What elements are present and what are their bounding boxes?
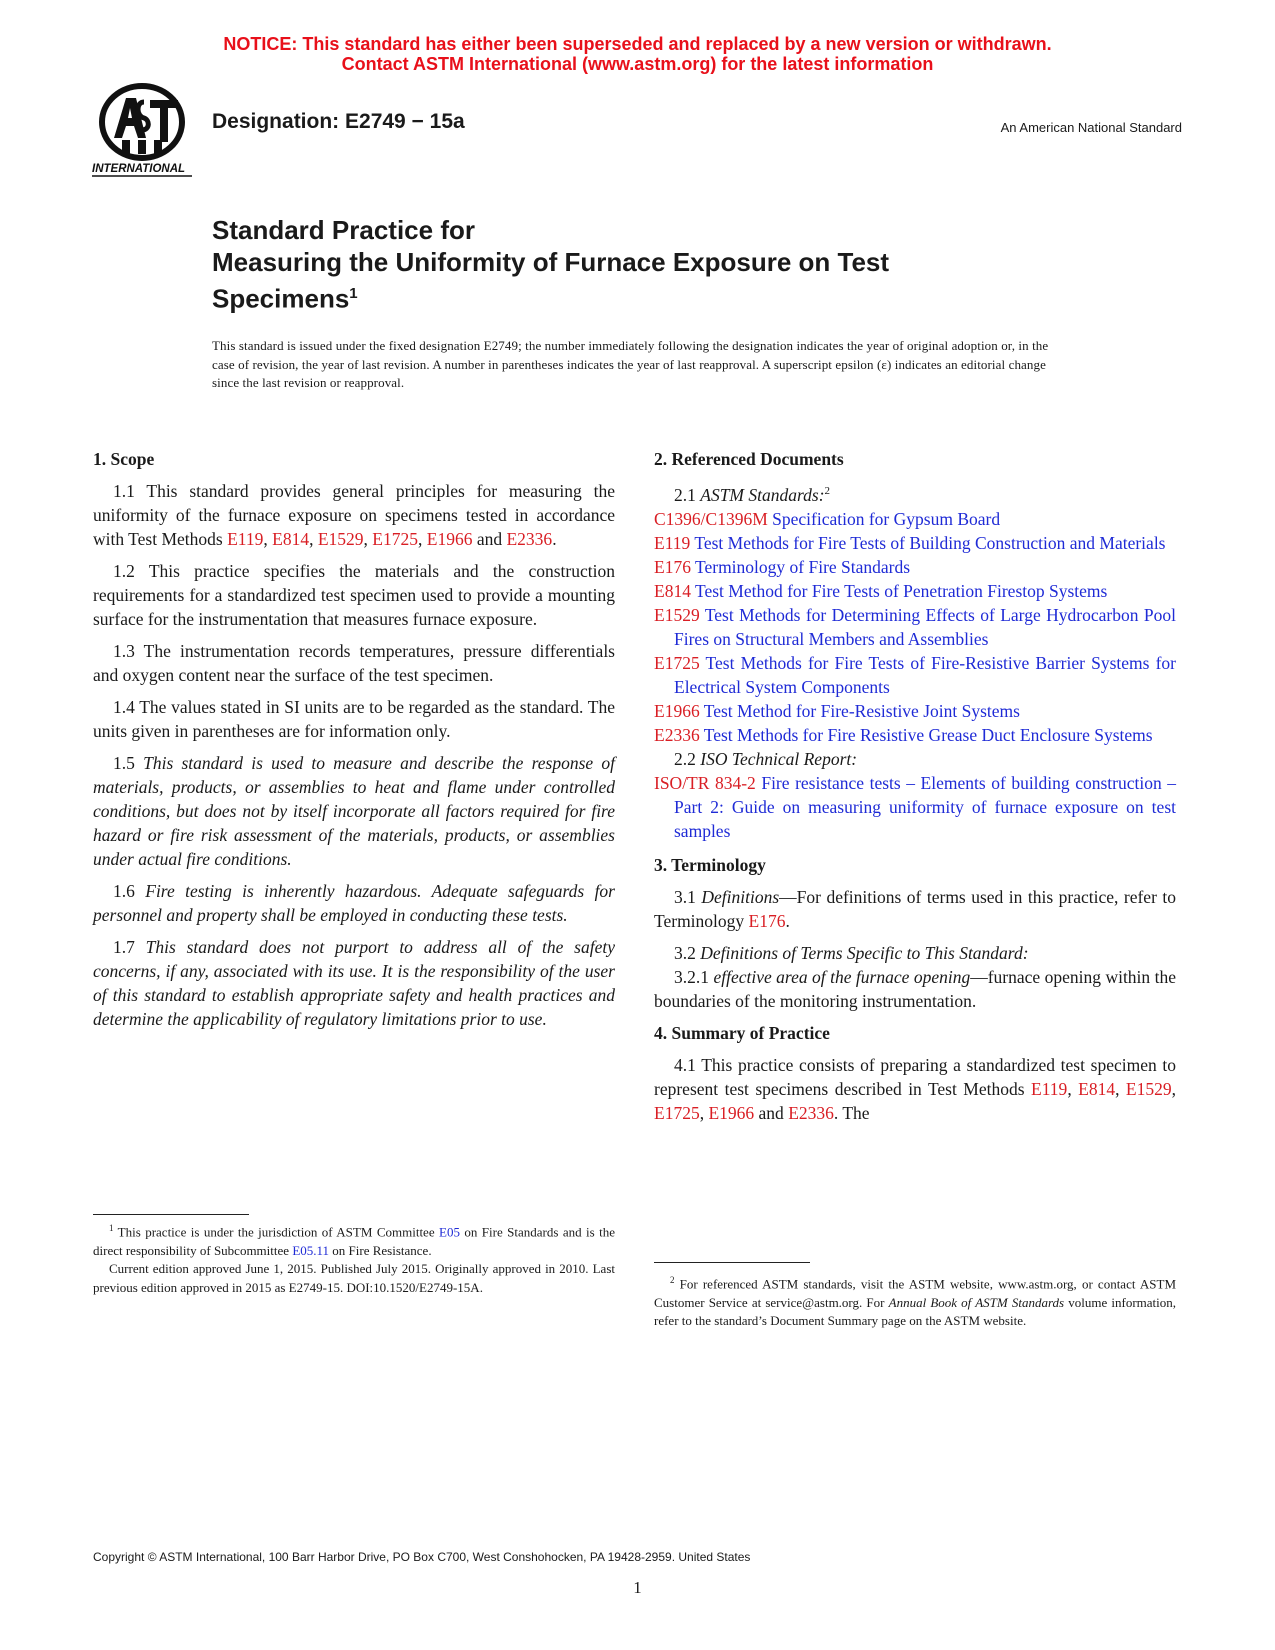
paragraph-1-2: 1.2 This practice specifies the materials and the construction requirements for a standardized test specimen used to provide a mounting surface for the instrumentation that measures furnace exposure. xyxy=(93,561,615,629)
paragraph-1-6-text: Fire testing is inherently hazardous. Adequate safeguards for personnel and property shall be employed in conducting these tests. xyxy=(93,881,615,925)
edition-note: Current edition approved June 1, 2015. Published July 2015. Originally approved in 2010. Last previous edition approved in 2015 as E2749-15. DOI:10.1520/E2749-15A. xyxy=(93,1261,615,1295)
ref-link-e1529[interactable]: E1529 xyxy=(1125,1078,1172,1099)
reference-code[interactable]: E1529 xyxy=(654,604,700,625)
sep: , xyxy=(263,529,273,549)
paragraph-1-3: 1.3 The instrumentation records temperatures, pressure differentials and oxygen content near the surface of the test specimen. xyxy=(93,641,615,685)
left-column xyxy=(93,447,615,1039)
astm-logo xyxy=(92,80,198,180)
annual-book-title: Annual Book of ASTM Standards xyxy=(888,1294,1065,1310)
ref-link-e119[interactable]: E119 xyxy=(1031,1078,1068,1099)
footnote-mark: 1 xyxy=(109,1223,114,1233)
paragraph-4-1-text: 4.1 This practice consists of preparing a standardized test specimen to represent test specimens described in Test Methods xyxy=(654,1054,1176,1099)
paragraph-1-4: 1.4 The values stated in SI units are to be regarded as the standard. The units given in parentheses are for information only. xyxy=(93,697,615,741)
designation: Designation: E2749 − 15a xyxy=(212,110,465,133)
ref-link-e1966[interactable]: E1966 xyxy=(426,529,473,549)
definition-text: —furnace opening within the boundaries of the monitoring instrumentation. xyxy=(654,966,1176,1011)
reference-item-iso[interactable] xyxy=(654,771,1176,843)
sep: , xyxy=(363,529,373,549)
ref-link-e814[interactable]: E814 xyxy=(1078,1078,1116,1099)
sep: , xyxy=(309,529,318,549)
reference-title[interactable]: Test Methods for Fire Tests of Fire-Resistive Barrier Systems for Electrical System Components xyxy=(674,652,1176,697)
section-heading-summary: 4. Summary of Practice xyxy=(654,1022,830,1043)
astm-reference-list xyxy=(654,507,1176,747)
reference-code[interactable]: E1725 xyxy=(654,652,700,673)
reference-title[interactable]: Test Method for Fire-Resistive Joint Systems xyxy=(699,700,1020,721)
paragraph-3-2-1 xyxy=(654,965,1176,1013)
reference-item[interactable] xyxy=(654,579,1176,603)
footnote-divider xyxy=(93,1214,249,1215)
notice-line-1: NOTICE: This standard has either been superseded and replaced by a new version or withdrawn. xyxy=(223,34,1052,54)
ref-link-e1529[interactable]: E1529 xyxy=(317,529,364,549)
notice-line-2: Contact ASTM International (www.astm.org) for the latest information xyxy=(341,54,934,74)
left-footnotes xyxy=(93,1214,615,1297)
footnote-2 xyxy=(654,1271,1176,1331)
national-standard-label: An American National Standard xyxy=(1000,120,1182,135)
reference-code[interactable]: E119 xyxy=(654,532,691,553)
copyright-notice: Copyright © ASTM International, 100 Barr Harbor Drive, PO Box C700, West Conshohocken, PA 19428-2959. United States xyxy=(93,1550,751,1564)
issued-note: This standard is issued under the fixed designation E2749; the number immediately following the designation indicates the year of original adoption or, in the case of revision, the year of last revision. A number in parentheses indicates the year of last reapproval. A superscript epsilon (ε) indicates an editorial change since the last revision or reapproval. xyxy=(212,338,1049,390)
reference-code[interactable]: E814 xyxy=(654,580,691,601)
reference-title[interactable]: Fire resistance tests – Elements of building construction – Part 2: Guide on measuring uniformity of furnace exposure on test samples xyxy=(674,772,1176,841)
sep: and xyxy=(472,529,507,549)
sep: , xyxy=(1171,1078,1176,1099)
sep: . xyxy=(552,529,557,549)
sep: and xyxy=(754,1102,789,1123)
reference-code[interactable]: E176 xyxy=(654,556,691,577)
astm-standards-label-text: ASTM Standards: xyxy=(700,484,825,505)
reference-title[interactable]: Test Methods for Fire Resistive Grease Duct Enclosure Systems xyxy=(699,724,1153,745)
title-line-3-text: Specimens xyxy=(212,283,350,314)
title-footnote-mark: 1 xyxy=(349,285,358,302)
committee-link-e05[interactable]: E05 xyxy=(439,1224,460,1240)
footnote-1 xyxy=(93,1219,615,1260)
reference-title[interactable]: Test Methods for Fire Tests of Building Construction and Materials xyxy=(690,532,1166,553)
paragraph-1-7-text: This standard does not purport to address all of the safety concerns, if any, associated with its use. It is the responsibility of the user of this standard to establish appropriate safety and health practices and determine the applicability of regulatory limitations prior to use. xyxy=(93,937,615,1029)
term: effective area of the furnace opening xyxy=(713,966,971,987)
ref-link-e176[interactable]: E176 xyxy=(748,910,786,931)
section-heading-scope: 1. Scope xyxy=(93,449,155,469)
footnote-2-text-b: volume information, refer to the standard’s Document Summary page on the ASTM website. xyxy=(654,1294,1176,1329)
footnote-2-text-a: For referenced ASTM standards, visit the ASTM website, www.astm.org, or contact ASTM Customer Service at service@astm.org. For xyxy=(654,1276,1176,1310)
paragraph-number: 1.5 xyxy=(113,753,144,773)
reference-item[interactable] xyxy=(654,507,1176,531)
paragraph-1-7 xyxy=(93,935,615,1031)
reference-title[interactable]: Terminology of Fire Standards xyxy=(690,556,911,577)
footnote-1-text-b: on Fire Standards and is the direct responsibility of Subcommittee xyxy=(93,1224,615,1258)
reference-item[interactable] xyxy=(654,699,1176,723)
ref-link-e2336[interactable]: E2336 xyxy=(506,529,553,549)
reference-item[interactable] xyxy=(654,531,1176,555)
term: Definitions of Terms Specific to This Standard: xyxy=(700,942,1029,963)
reference-title[interactable]: Test Method for Fire Tests of Penetration Firestop Systems xyxy=(690,580,1108,601)
ref-link-e814[interactable]: E814 xyxy=(272,529,310,549)
paragraph-number: 2.2 xyxy=(674,748,701,769)
logo-wordmark: INTERNATIONAL xyxy=(92,163,186,175)
paragraph-number: 1.6 xyxy=(113,881,146,901)
paragraph-1-6 xyxy=(93,879,615,927)
title-line-2: Measuring the Uniformity of Furnace Exposure on Test xyxy=(212,247,890,277)
reference-item[interactable] xyxy=(654,603,1176,651)
ref-link-e1725[interactable]: E1725 xyxy=(372,529,418,549)
footnote-1-text-c: on Fire Resistance. xyxy=(329,1242,432,1258)
sep: , xyxy=(699,1102,709,1123)
ref-link-e1725[interactable]: E1725 xyxy=(654,1102,700,1123)
footnote-mark: 2 xyxy=(824,485,831,497)
section-heading-referenced: 2. Referenced Documents xyxy=(654,449,844,469)
ref-link-e1966[interactable]: E1966 xyxy=(708,1102,755,1123)
sep: , xyxy=(1115,1078,1126,1099)
paragraph-number: 3.2 xyxy=(674,942,701,963)
reference-title[interactable]: Test Methods for Determining Effects of Large Hydrocarbon Pool Fires on Structural Members and Assemblies xyxy=(674,604,1176,649)
reference-code[interactable]: ISO/TR 834-2 xyxy=(654,772,756,793)
title-line-1: Standard Practice for xyxy=(212,215,475,245)
paragraph-number: 3.1 xyxy=(674,886,702,907)
reference-item[interactable] xyxy=(654,651,1176,699)
reference-item[interactable] xyxy=(654,555,1176,579)
reference-code[interactable]: C1396/C1396M xyxy=(654,508,768,529)
reference-code[interactable]: E2336 xyxy=(654,724,700,745)
right-column xyxy=(654,447,1176,1133)
paragraph-1-1-text: 1.1 This standard provides general principles for measuring the uniformity of the furnace exposure on specimens tested in accordance with Test Methods xyxy=(93,481,615,549)
sep: , xyxy=(418,529,427,549)
document-title xyxy=(212,214,1112,315)
title-line-3 xyxy=(212,278,1112,315)
sep: . The xyxy=(833,1102,870,1123)
paragraph-1-5-text: This standard is used to measure and describe the response of materials, products, or assemblies to heat and flame under controlled conditions, but does not by itself incorporate all factors required for fire hazard or fire risk assessment of the materials, products, or assemblies under actual fire conditions. xyxy=(93,753,616,869)
paragraph-3-1-text: —For definitions of terms used in this practice, refer to Terminology xyxy=(654,886,1177,931)
footnote-mark: 2 xyxy=(670,1275,675,1285)
section-heading-terminology: 3. Terminology xyxy=(654,854,766,875)
paragraph-3-2 xyxy=(654,941,1176,965)
paragraph-number: 3.2.1 xyxy=(674,966,714,987)
footnote-divider xyxy=(654,1262,810,1263)
iso-report-label xyxy=(674,747,1176,771)
ref-link-e119[interactable]: E119 xyxy=(227,529,264,549)
paragraph-1-1 xyxy=(93,479,615,551)
sep: . xyxy=(785,910,790,931)
page-number: 1 xyxy=(633,1578,642,1597)
reference-code[interactable]: E1966 xyxy=(654,700,700,721)
astm-standards-label xyxy=(674,479,1176,507)
ref-link-e2336[interactable]: E2336 xyxy=(788,1102,834,1123)
paragraph-4-1 xyxy=(654,1053,1176,1125)
sep: , xyxy=(1067,1078,1079,1099)
paragraph-3-1 xyxy=(654,885,1176,933)
right-footnotes xyxy=(654,1262,1176,1331)
footnote-1-text-a: This practice is under the jurisdiction of ASTM Committee xyxy=(113,1224,440,1240)
subcommittee-link-e05-11[interactable]: E05.11 xyxy=(292,1242,330,1258)
paragraph-1-5 xyxy=(93,751,615,871)
paragraph-number: 2.1 xyxy=(674,484,701,505)
reference-item[interactable] xyxy=(654,723,1176,747)
reference-title[interactable]: Specification for Gypsum Board xyxy=(767,508,1001,529)
withdrawal-notice xyxy=(0,34,1275,74)
term: Definitions xyxy=(701,886,780,907)
iso-report-label-text: ISO Technical Report: xyxy=(700,748,858,769)
paragraph-number: 1.7 xyxy=(113,937,146,957)
